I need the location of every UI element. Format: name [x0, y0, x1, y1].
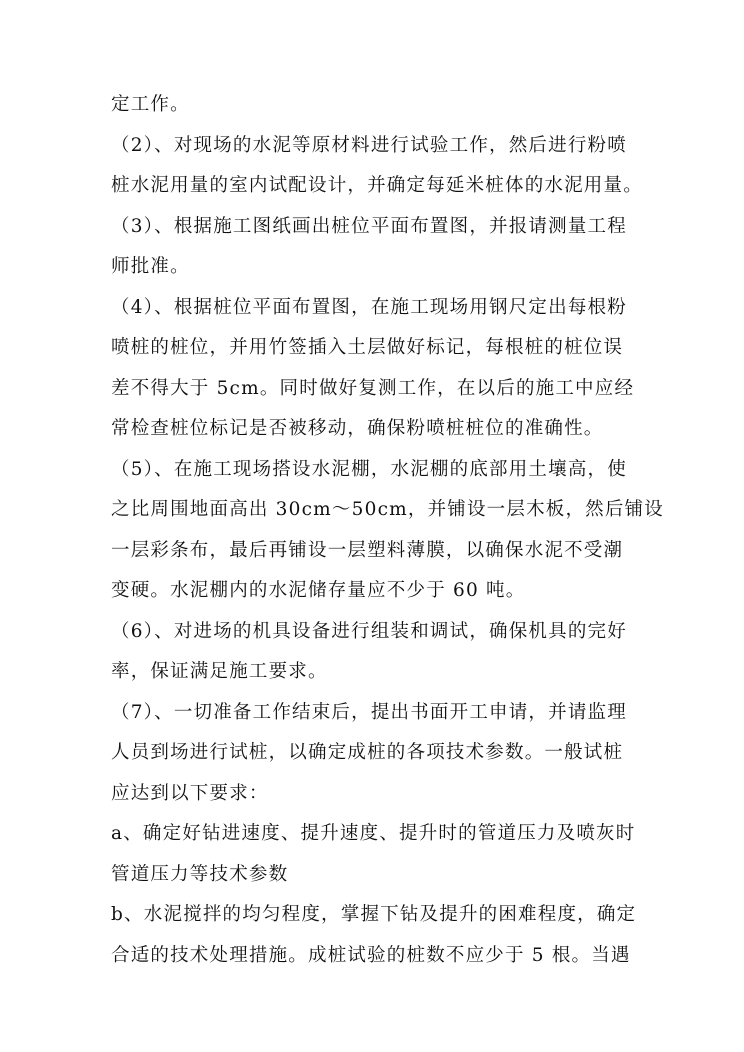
text-line: 常检查桩位标记是否被移动，确保粉喷桩桩位的准确性。	[111, 418, 604, 439]
text-line: （5）、在施工现场搭设水泥棚，水泥棚的底部用土壤高，使	[111, 458, 627, 480]
text-line: 一层彩条布，最后再铺设一层塑料薄膜，以确保水泥不受潮	[111, 539, 624, 561]
text-line: 差不得大于 5cm。同时做好复测工作，在以后的施工中应经	[111, 377, 635, 399]
text-line: （2）、对现场的水泥等原材料进行试验工作，然后进行粉喷	[111, 134, 627, 156]
text-line: （6）、对进场的机具设备进行组装和调试，确保机具的完好	[111, 620, 627, 642]
text-line: 定工作。	[111, 94, 190, 115]
text-line: a、确定好钻进速度、提升速度、提升时的管道压力及喷灰时	[111, 823, 636, 844]
text-line: 喷桩的桩位，并用竹签插入土层做好标记，每根桩的桩位误	[111, 337, 624, 358]
text-line: 师批准。	[111, 256, 190, 277]
text-line: b、水泥搅拌的均匀程度，掌握下钻及提升的困难程度，确定	[111, 904, 637, 925]
text-line: 桩水泥用量的室内试配设计，并确定每延米桩体的水泥用量。	[111, 175, 643, 196]
text-line: 合适的技术处理措施。成桩试验的桩数不应少于 5 根。当遇	[111, 944, 631, 966]
text-line: （4）、根据桩位平面布置图，在施工现场用钢尺定出每根粉	[111, 296, 627, 318]
text-line: 管道压力等技术参数	[111, 863, 289, 885]
text-line: （3）、根据施工图纸画出桩位平面布置图，并报请测量工程	[111, 215, 627, 237]
text-line: 变硬。水泥棚内的水泥储存量应不少于 60 吨。	[111, 580, 526, 601]
text-line: （7）、一切准备工作结束后，提出书面开工申请，并请监理	[111, 701, 627, 723]
document-body	[111, 85, 664, 976]
text-line: 人员到场进行试桩，以确定成桩的各项技术参数。一般试桩	[111, 742, 624, 763]
text-line: 率，保证满足施工要求。	[111, 661, 328, 682]
text-line: 应达到以下要求：	[111, 782, 269, 804]
text-line: 之比周围地面高出 30cm～50cm，并铺设一层木板，然后铺设	[111, 499, 664, 520]
